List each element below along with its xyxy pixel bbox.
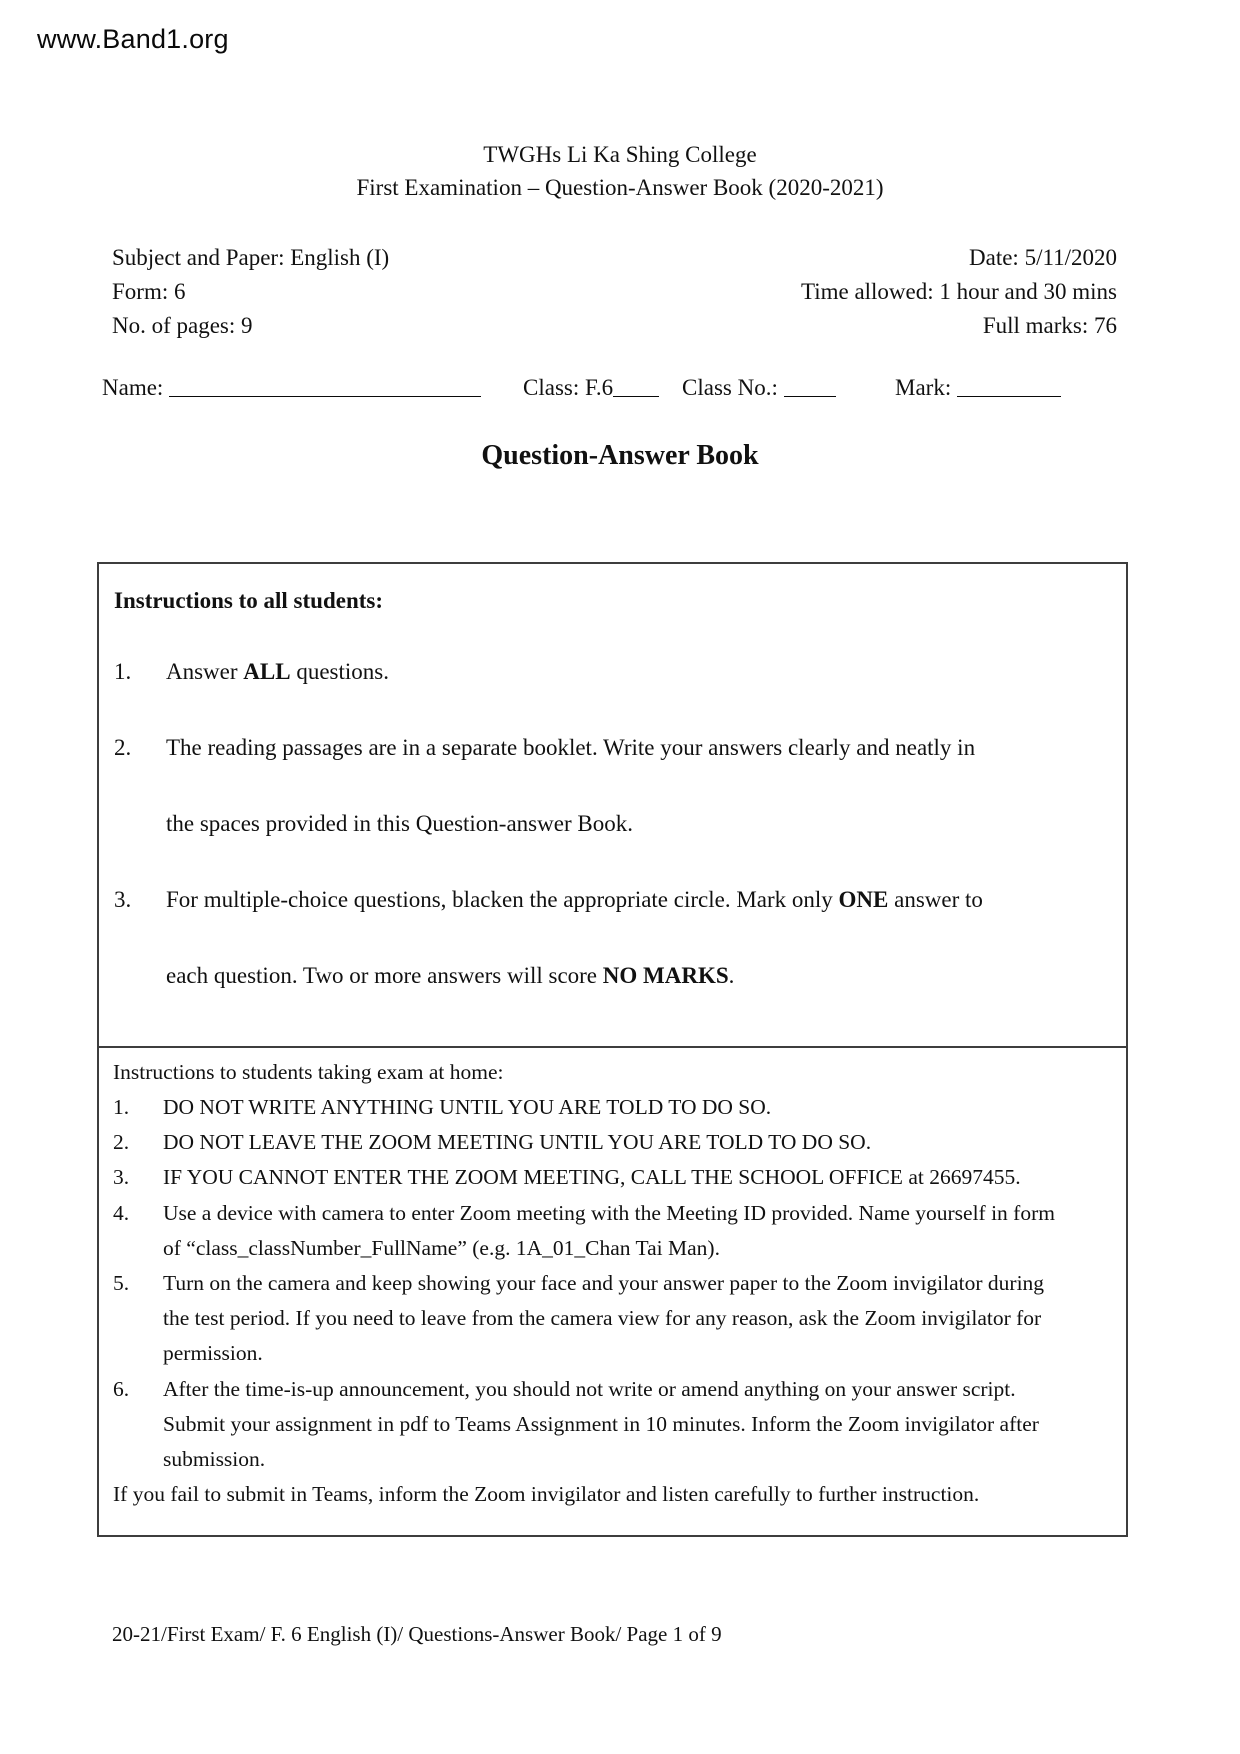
instruction-number: 5. [113, 1271, 130, 1296]
mark-field [895, 374, 1061, 401]
instruction-number: 2. [114, 735, 132, 760]
subject-line: Subject and Paper: English (I) [112, 245, 390, 270]
exam-info-left [112, 241, 389, 343]
instruction-line: Submit your assignment in pdf to Teams Assignment in 10 minutes. Inform the Zoom invigilator after [163, 1411, 1039, 1436]
watermark-url: www.Band1.org [37, 24, 229, 54]
instruction-number: 4. [113, 1200, 130, 1225]
instructions-all-heading: Instructions to all students: [114, 588, 384, 613]
name-label: Name: [102, 375, 164, 400]
instruction-line: 6. After the time-is-up announcement, you should not write or amend anything on your answer script. [113, 1372, 1112, 1407]
class-label: Class: F.6 [523, 375, 614, 400]
mark-blank [957, 374, 1061, 397]
student-fields-row [0, 374, 1240, 406]
instruction-line: 2. The reading passages are in a separate booklet. Write your answers clearly and neatly in [114, 735, 976, 760]
instruction-number: 2. [113, 1130, 130, 1155]
instructions-all-list [114, 660, 1108, 988]
instruction-line: If you fail to submit in Teams, inform the Zoom invigilator and listen carefully to further instruction. [113, 1482, 980, 1507]
class-field [523, 374, 659, 401]
date-line: Date: 5/11/2020 [969, 245, 1117, 270]
exam-info-block [112, 241, 1117, 343]
full-marks-line: Full marks: 76 [982, 313, 1117, 338]
document-header [0, 138, 1240, 204]
instruction-line: the spaces provided in this Question-answer Book. [166, 811, 633, 836]
instruction-line: 3. IF YOU CANNOT ENTER THE ZOOM MEETING, CALL THE SCHOOL OFFICE at 26697455. [113, 1160, 1112, 1195]
instruction-line: 4. Use a device with camera to enter Zoom meeting with the Meeting ID provided. Name yourself in form [113, 1196, 1112, 1231]
instruction-line: of “class_classNumber_FullName” (e.g. 1A_01_Chan Tai Man). [163, 1235, 720, 1260]
pages-line: No. of pages: 9 [112, 313, 253, 338]
instructions-all-box [97, 562, 1128, 1048]
time-allowed-line: Time allowed: 1 hour and 30 mins [800, 279, 1117, 304]
instruction-line: 3. For multiple-choice questions, blacken the appropriate circle. Mark only ONE answer to [114, 887, 983, 912]
class-no-field [682, 374, 836, 401]
instructions-home-heading: Instructions to students taking exam at home: [113, 1060, 504, 1084]
instruction-number: 3. [114, 887, 132, 912]
school-name: TWGHs Li Ka Shing College [483, 142, 757, 167]
instruction-line: the test period. If you need to leave from the camera view for any reason, ask the Zoom invigilator for [163, 1306, 1042, 1331]
instruction-line: submission. [163, 1447, 266, 1472]
instruction-line: 1. Answer ALL questions. [114, 659, 389, 684]
instruction-number: 1. [113, 1095, 130, 1119]
name-field [102, 374, 481, 401]
mark-label: Mark: [895, 375, 952, 400]
instruction-line: 5. Turn on the camera and keep showing your face and your answer paper to the Zoom invigilator during [113, 1266, 1112, 1301]
name-blank [169, 374, 481, 397]
instruction-line: 2. DO NOT LEAVE THE ZOOM MEETING UNTIL YOU ARE TOLD TO DO SO. [113, 1125, 1112, 1160]
instructions-home-box [97, 1048, 1128, 1537]
instructions-home-list [113, 1090, 1112, 1512]
class-no-blank [784, 374, 836, 397]
book-title: Question-Answer Book [481, 440, 759, 471]
exam-title: First Examination – Question-Answer Book (2020-2021) [356, 175, 884, 200]
exam-info-right [801, 241, 1117, 343]
class-no-label: Class No.: [682, 375, 778, 400]
instruction-line: permission. [163, 1341, 263, 1366]
form-line: Form: 6 [112, 279, 186, 304]
instruction-number: 3. [113, 1165, 130, 1190]
instruction-number: 6. [113, 1376, 130, 1401]
instruction-number: 1. [114, 659, 132, 684]
instruction-line: 1. DO NOT WRITE ANYTHING UNTIL YOU ARE TOLD TO DO SO. [113, 1090, 1112, 1125]
instruction-line: each question. Two or more answers will score NO MARKS. [166, 963, 735, 988]
class-blank [613, 374, 659, 397]
page-footer: 20-21/First Exam/ F. 6 English (I)/ Questions-Answer Book/ Page 1 of 9 [112, 1622, 722, 1646]
